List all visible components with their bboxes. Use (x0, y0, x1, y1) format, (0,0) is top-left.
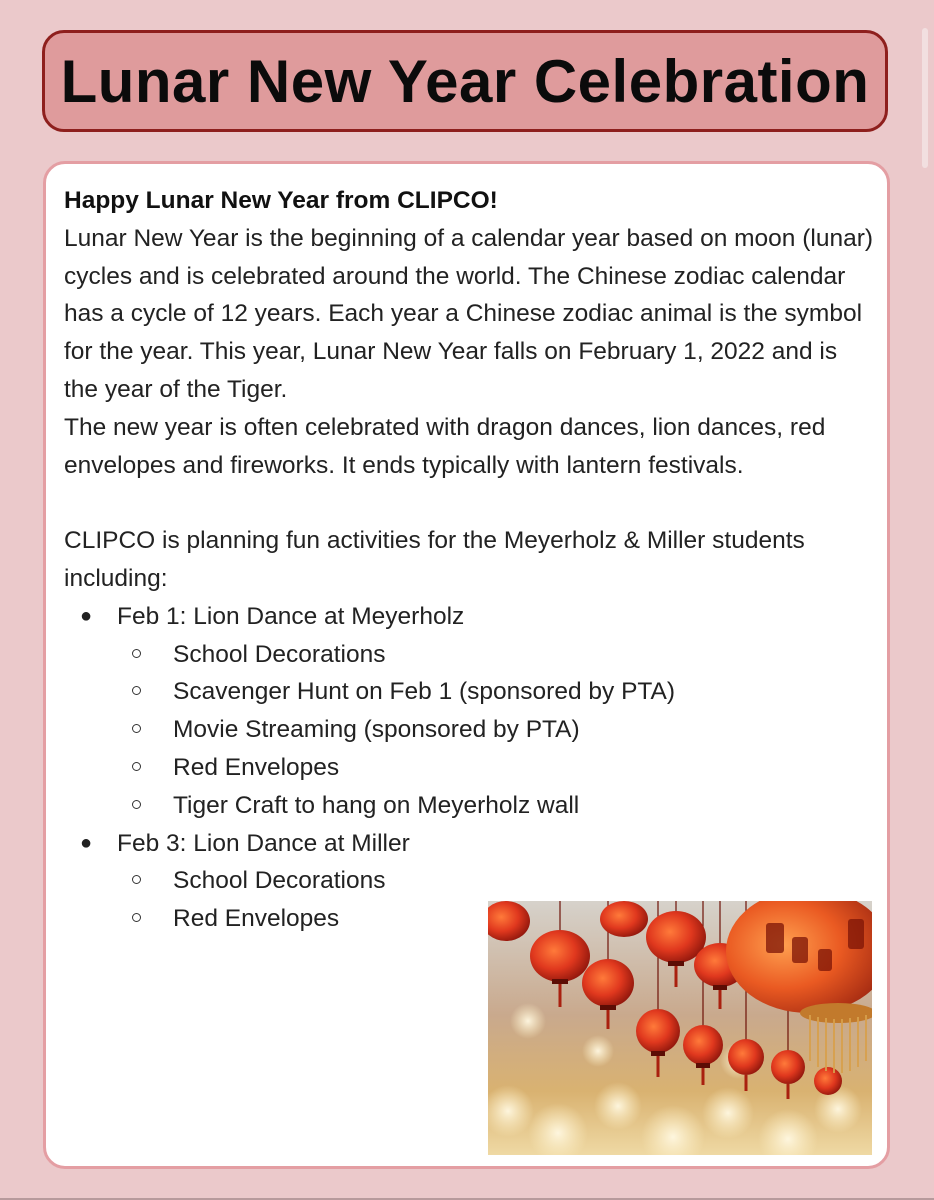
activity-item (117, 787, 874, 825)
circle-bullet-icon (132, 724, 141, 733)
activity-item (117, 749, 874, 787)
circle-bullet-icon (132, 762, 141, 771)
activity-item (117, 673, 874, 711)
scrollbar-thumb[interactable] (922, 28, 928, 168)
activity-label: Red Envelopes (173, 753, 340, 781)
content-card (43, 161, 890, 1169)
activity-item (117, 711, 874, 749)
intro-paragraph: Lunar New Year is the beginning of a calendar year based on moon (lunar) cycles and is celebrated around the world. The Chinese zodiac calendar has a cycle of 12 years. Each year a Chinese zodiac animal is the symbol for the year. This year, Lunar New Year falls on February 1, 2022 and is the year of the Tiger. (64, 224, 874, 403)
body-text (64, 182, 874, 938)
activity-label: School Decorations (173, 867, 386, 895)
celebration-paragraph: The new year is often celebrated with dragon dances, lion dances, red envelopes and fireworks. It ends typically with lantern festivals. (64, 413, 826, 479)
activity-label: Movie Streaming (sponsored by PTA) (173, 716, 580, 744)
greeting-headline: Happy Lunar New Year from CLIPCO! (64, 187, 498, 214)
lantern-image (488, 901, 872, 1155)
activity-item (117, 636, 874, 674)
circle-bullet-icon (132, 686, 141, 695)
planning-paragraph: CLIPCO is planning fun activities for the Meyerholz & Miller students including: (64, 527, 805, 592)
paragraph-spacer (64, 484, 874, 522)
circle-bullet-icon (132, 875, 141, 884)
bullet-icon: ● (80, 604, 93, 627)
circle-bullet-icon (132, 800, 141, 809)
event-label: Feb 1: Lion Dance at Meyerholz (117, 602, 465, 630)
circle-bullet-icon (132, 913, 141, 922)
activity-label: School Decorations (173, 640, 386, 668)
circle-bullet-icon (132, 649, 141, 658)
activity-label: Scavenger Hunt on Feb 1 (sponsored by PTA) (173, 678, 676, 706)
page-title: Lunar New Year Celebration (60, 47, 870, 115)
title-banner (42, 30, 888, 132)
bullet-icon: ● (80, 831, 93, 854)
activity-item (117, 862, 874, 900)
activity-label: Red Envelopes (173, 905, 340, 933)
red-lantern-icon (488, 901, 872, 1155)
event-label: Feb 3: Lion Dance at Miller (117, 829, 410, 857)
activity-label: Tiger Craft to hang on Meyerholz wall (173, 791, 580, 819)
activity-list (117, 636, 874, 825)
event-item (64, 598, 874, 825)
events-list (64, 598, 874, 938)
